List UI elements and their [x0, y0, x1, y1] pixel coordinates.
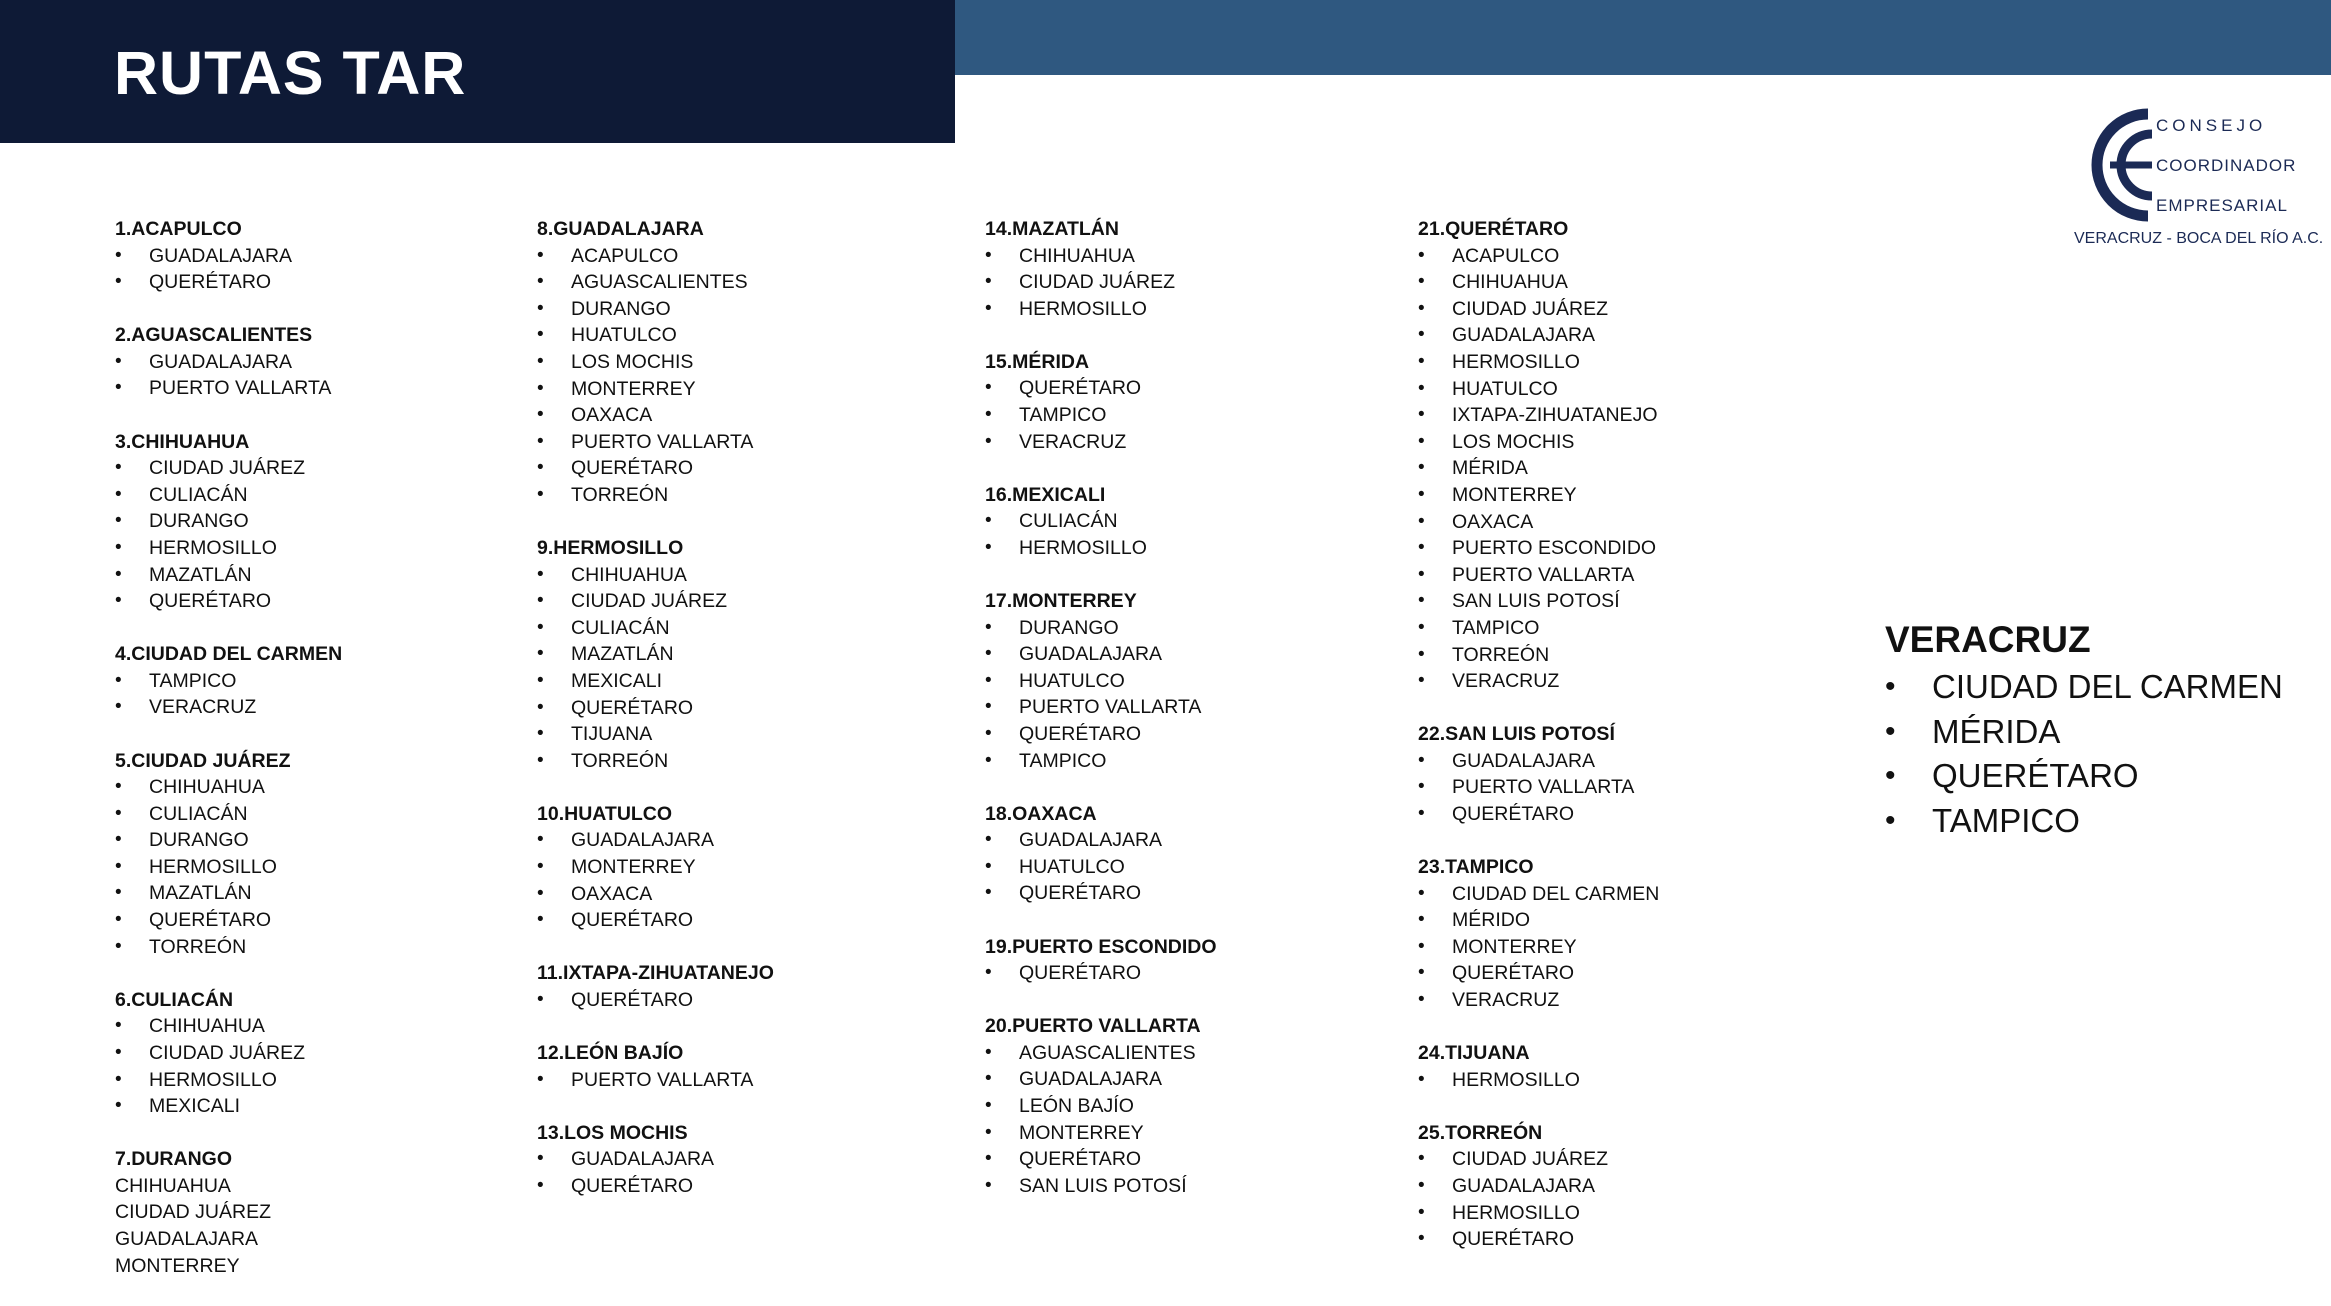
destination-item: • CULIACÁN: [115, 801, 535, 828]
routes-column-3: [985, 216, 1405, 1226]
destination-item: • GUADALAJARA: [1418, 1173, 1838, 1200]
route-origin-title: 6.CULIACÁN: [115, 988, 234, 1011]
veracruz-destination-item: • MÉRIDA: [1885, 710, 2283, 755]
destination-item: • ACAPULCO: [1418, 243, 1838, 270]
destination-list: [115, 455, 535, 615]
destination-item: • QUERÉTARO: [115, 588, 535, 615]
destination-item: • PUERTO VALLARTA: [537, 429, 957, 456]
destination-list: [537, 243, 957, 509]
destination-list: [985, 960, 1405, 987]
veracruz-destination-item: • QUERÉTARO: [1885, 754, 2283, 799]
destination-item: • TAMPICO: [985, 748, 1405, 775]
route-origin-title: 8.GUADALAJARA: [537, 218, 704, 240]
route-block: [537, 960, 957, 1013]
destination-item: • CHIHUAHUA: [537, 562, 957, 589]
destination-item: • QUERÉTARO: [985, 880, 1405, 907]
destination-item: • CULIACÁN: [985, 508, 1405, 535]
destination-item: • CIUDAD JUÁREZ: [1418, 1146, 1838, 1173]
destination-item: • VERACRUZ: [115, 694, 535, 721]
destination-list: [1418, 1067, 1838, 1094]
veracruz-destination-list: [1885, 665, 2283, 843]
route-block: [985, 482, 1405, 562]
destination-list: [537, 987, 957, 1014]
destination-item: • CIUDAD JUÁREZ: [1418, 296, 1838, 323]
destination-list: [985, 243, 1405, 323]
route-origin-title: 24.TIJUANA: [1418, 1042, 1530, 1065]
destination-item: • MAZATLÁN: [115, 562, 535, 589]
route-origin-title: 22.SAN LUIS POTOSÍ: [1418, 723, 1615, 746]
route-block: [537, 1040, 957, 1093]
destination-item: • HERMOSILLO: [1418, 1067, 1838, 1094]
destination-item: • HERMOSILLO: [985, 535, 1405, 562]
destination-item: CIUDAD JUÁREZ: [115, 1201, 272, 1224]
destination-item: • PUERTO VALLARTA: [537, 1067, 957, 1094]
destination-list: [1418, 881, 1838, 1014]
route-block: [115, 216, 535, 296]
veracruz-destination-item: • CIUDAD DEL CARMEN: [1885, 665, 2283, 710]
route-origin-title: 20.PUERTO VALLARTA: [985, 1015, 1201, 1038]
destination-list: [985, 615, 1405, 775]
destination-item: • MAZATLÁN: [115, 880, 535, 907]
route-origin-title: 21.QUERÉTARO: [1418, 218, 1569, 240]
destination-item: • OAXACA: [537, 881, 957, 908]
destination-item: • OAXACA: [1418, 509, 1838, 536]
logo-text-consejo: CONSEJO: [2156, 116, 2267, 135]
route-block: [115, 748, 535, 961]
route-origin-title: 4.CIUDAD DEL CARMEN: [115, 643, 343, 666]
destination-item: • VERACRUZ: [1418, 987, 1838, 1014]
destination-item: • HUATULCO: [985, 668, 1405, 695]
destination-item: • QUERÉTARO: [537, 987, 957, 1014]
destination-item: • MONTERREY: [537, 854, 957, 881]
route-block: [115, 322, 535, 402]
destination-item: • HUATULCO: [985, 854, 1405, 881]
veracruz-panel: [1885, 615, 2283, 843]
destination-item: • GUADALAJARA: [985, 1066, 1405, 1093]
destination-item: • LEÓN BAJÍO: [985, 1093, 1405, 1120]
destination-list: [537, 1146, 957, 1199]
destination-item: • QUERÉTARO: [537, 1173, 957, 1200]
route-origin-title: 15.MÉRIDA: [985, 350, 1090, 373]
route-block: [985, 934, 1405, 987]
top-accent-strip: [955, 0, 2331, 75]
destination-item: • LOS MOCHIS: [537, 349, 957, 376]
destination-item: • TAMPICO: [1418, 615, 1838, 642]
route-origin-title: 19.PUERTO ESCONDIDO: [985, 935, 1217, 958]
destination-list: [1418, 748, 1838, 828]
route-block: [537, 216, 957, 509]
destination-item: • DURANGO: [985, 615, 1405, 642]
destination-item: • QUERÉTARO: [985, 375, 1405, 402]
route-block: [115, 641, 535, 721]
destination-item: • HERMOSILLO: [115, 854, 535, 881]
route-origin-title: 23.TAMPICO: [1418, 856, 1534, 879]
destination-item: • GUADALAJARA: [985, 827, 1405, 854]
destination-item: • CHIHUAHUA: [1418, 269, 1838, 296]
destination-item: • TORREÓN: [115, 934, 535, 961]
route-block: [985, 588, 1405, 774]
logo-text-empresarial: EMPRESARIAL: [2156, 196, 2288, 215]
route-block: [1418, 1040, 1838, 1093]
veracruz-destination-item: • TAMPICO: [1885, 799, 2283, 844]
destination-item: • DURANGO: [537, 296, 957, 323]
destination-list: [985, 1040, 1405, 1200]
destination-item: • PUERTO VALLARTA: [1418, 774, 1838, 801]
destination-item: • QUERÉTARO: [537, 907, 957, 934]
destination-list: [1418, 243, 1838, 695]
route-origin-title: 2.AGUASCALIENTES: [115, 324, 313, 347]
destination-item: • PUERTO VALLARTA: [985, 694, 1405, 721]
destination-item: • CIUDAD DEL CARMEN: [1418, 881, 1838, 908]
destination-item: • QUERÉTARO: [1418, 1226, 1838, 1253]
destination-list: [985, 508, 1405, 561]
destination-item: • GUADALAJARA: [537, 1146, 957, 1173]
destination-item: • QUERÉTARO: [115, 907, 535, 934]
destination-item: • MÉRIDA: [1418, 455, 1838, 482]
destination-list: [537, 1067, 957, 1094]
logo-text-coordinador: COORDINADOR: [2156, 156, 2297, 175]
route-block: [115, 987, 535, 1120]
destination-item: • QUERÉTARO: [537, 695, 957, 722]
destination-item: • MÉRIDO: [1418, 907, 1838, 934]
destination-item: • GUADALAJARA: [1418, 322, 1838, 349]
route-block: [985, 349, 1405, 455]
destination-item: • OAXACA: [537, 402, 957, 429]
destination-item: • QUERÉTARO: [1418, 960, 1838, 987]
destination-list: [115, 1173, 535, 1279]
route-origin-title: 25.TORREÓN: [1418, 1121, 1543, 1144]
destination-item: • CULIACÁN: [115, 482, 535, 509]
logo-text-location: VERACRUZ - BOCA DEL RÍO A.C.: [2074, 230, 2324, 247]
destination-item: • GUADALAJARA: [537, 827, 957, 854]
cce-logo: [2060, 100, 2324, 260]
destination-item: • LOS MOCHIS: [1418, 429, 1838, 456]
destination-list: [115, 774, 535, 960]
route-block: [537, 1120, 957, 1200]
destination-item: • CHIHUAHUA: [985, 243, 1405, 270]
destination-item: • MEXICALI: [115, 1093, 535, 1120]
destination-item: • IXTAPA-ZIHUATANEJO: [1418, 402, 1838, 429]
destination-item: GUADALAJARA: [115, 1228, 259, 1250]
routes-column-2: [537, 216, 957, 1226]
route-block: [115, 429, 535, 615]
destination-list: [115, 349, 535, 402]
destination-list: [537, 562, 957, 775]
route-block: [1418, 854, 1838, 1014]
route-block: [985, 801, 1405, 907]
destination-item: • QUERÉTARO: [985, 960, 1405, 987]
destination-item: • CIUDAD JUÁREZ: [115, 1040, 535, 1067]
destination-item: • TORREÓN: [1418, 642, 1838, 669]
destination-item: • TAMPICO: [985, 402, 1405, 429]
destination-list: [115, 1013, 535, 1119]
route-block: [537, 801, 957, 934]
destination-item: • TAMPICO: [115, 668, 535, 695]
destination-item: • VERACRUZ: [985, 429, 1405, 456]
destination-item: • QUERÉTARO: [537, 455, 957, 482]
destination-item: • HERMOSILLO: [985, 296, 1405, 323]
route-origin-title: 13.LOS MOCHIS: [537, 1121, 688, 1144]
destination-item: • DURANGO: [115, 827, 535, 854]
cce-logo-icon: [2060, 100, 2160, 230]
destination-item: MONTERREY: [115, 1254, 240, 1277]
destination-item: • MONTERREY: [1418, 934, 1838, 961]
destination-item: • QUERÉTARO: [985, 1146, 1405, 1173]
destination-item: • DURANGO: [115, 508, 535, 535]
destination-item: • PUERTO VALLARTA: [1418, 562, 1838, 589]
destination-item: • MONTERREY: [1418, 482, 1838, 509]
destination-item: • VERACRUZ: [1418, 668, 1838, 695]
destination-list: [1418, 1146, 1838, 1252]
destination-list: [985, 375, 1405, 455]
destination-item: • AGUASCALIENTES: [537, 269, 957, 296]
route-block: [537, 535, 957, 774]
routes-column-1: [115, 216, 535, 1306]
destination-item: CHIHUAHUA: [115, 1174, 231, 1197]
route-origin-title: 12.LEÓN BAJÍO: [537, 1042, 684, 1065]
route-origin-title: 11.IXTAPA-ZIHUATANEJO: [537, 962, 774, 985]
destination-item: • MONTERREY: [537, 376, 957, 403]
route-origin-title: 17.MONTERREY: [985, 590, 1137, 613]
destination-list: [115, 668, 535, 721]
destination-item: • HERMOSILLO: [1418, 1200, 1838, 1227]
destination-item: • GUADALAJARA: [115, 243, 535, 270]
route-origin-title: 7.DURANGO: [115, 1148, 233, 1171]
destination-item: • GUADALAJARA: [1418, 748, 1838, 775]
destination-item: • HUATULCO: [537, 322, 957, 349]
destination-item: • GUADALAJARA: [115, 349, 535, 376]
destination-list: [115, 243, 535, 296]
route-block: [115, 1146, 535, 1279]
destination-item: • SAN LUIS POTOSÍ: [1418, 588, 1838, 615]
destination-item: • GUADALAJARA: [985, 641, 1405, 668]
route-origin-title: 16.MEXICALI: [985, 483, 1106, 506]
destination-item: • QUERÉTARO: [115, 269, 535, 296]
route-origin-title: 9.HERMOSILLO: [537, 537, 684, 560]
destination-item: • MONTERREY: [985, 1120, 1405, 1147]
destination-item: • HERMOSILLO: [115, 1067, 535, 1094]
route-origin-title: 18.OAXACA: [985, 802, 1097, 825]
destination-item: • CIUDAD JUÁREZ: [115, 455, 535, 482]
route-block: [1418, 216, 1838, 695]
destination-item: • QUERÉTARO: [1418, 801, 1838, 828]
destination-item: • QUERÉTARO: [985, 721, 1405, 748]
route-origin-title: 1.ACAPULCO: [115, 218, 242, 240]
route-origin-title: 14.MAZATLÁN: [985, 218, 1119, 240]
destination-list: [537, 827, 957, 933]
destination-item: • ACAPULCO: [537, 243, 957, 270]
veracruz-title: VERACRUZ: [1885, 619, 2091, 660]
title-bar: [0, 0, 955, 143]
route-block: [985, 216, 1405, 322]
destination-item: • HUATULCO: [1418, 376, 1838, 403]
destination-item: • HERMOSILLO: [115, 535, 535, 562]
destination-list: [985, 827, 1405, 907]
route-origin-title: 3.CHIHUAHUA: [115, 430, 250, 453]
destination-item: • MEXICALI: [537, 668, 957, 695]
destination-item: • PUERTO ESCONDIDO: [1418, 535, 1838, 562]
route-block: [1418, 1120, 1838, 1253]
routes-column-4: [1418, 216, 1838, 1279]
destination-item: • TORREÓN: [537, 748, 957, 775]
destination-item: • CULIACÁN: [537, 615, 957, 642]
destination-item: • CHIHUAHUA: [115, 774, 535, 801]
page-title: RUTAS TAR: [114, 39, 467, 107]
route-origin-title: 5.CIUDAD JUÁREZ: [115, 749, 291, 772]
destination-item: • CHIHUAHUA: [115, 1013, 535, 1040]
destination-item: • TORREÓN: [537, 482, 957, 509]
destination-item: • TIJUANA: [537, 721, 957, 748]
destination-item: • CIUDAD JUÁREZ: [985, 269, 1405, 296]
route-block: [1418, 721, 1838, 827]
destination-item: • MAZATLÁN: [537, 641, 957, 668]
destination-item: • SAN LUIS POTOSÍ: [985, 1173, 1405, 1200]
route-block: [985, 1013, 1405, 1199]
destination-item: • CIUDAD JUÁREZ: [537, 588, 957, 615]
destination-item: • PUERTO VALLARTA: [115, 375, 535, 402]
route-origin-title: 10.HUATULCO: [537, 802, 673, 825]
destination-item: • HERMOSILLO: [1418, 349, 1838, 376]
destination-item: • AGUASCALIENTES: [985, 1040, 1405, 1067]
